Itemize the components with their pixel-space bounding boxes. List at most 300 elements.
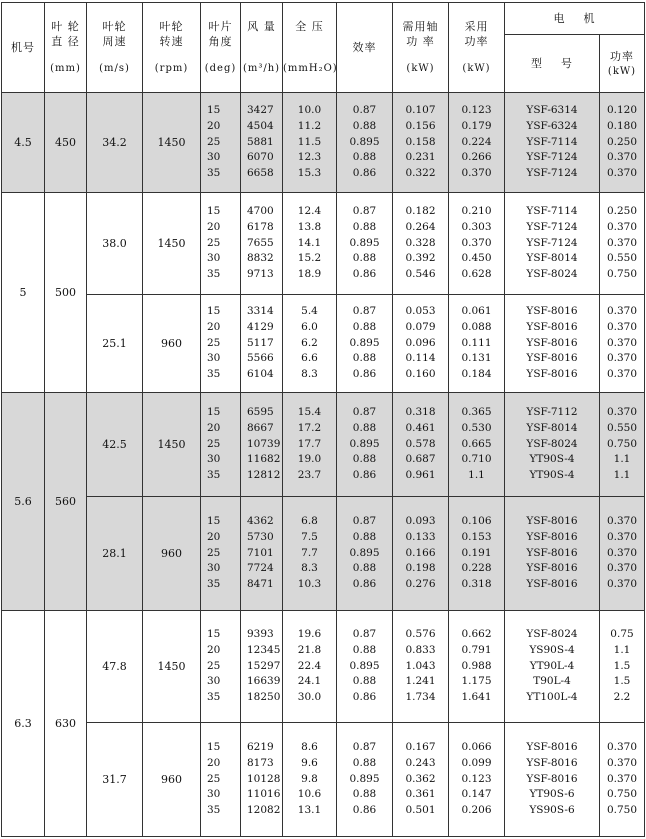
list-item: 12.4	[297, 205, 322, 217]
list-item: 0.264	[405, 220, 436, 233]
motor-power-list	[600, 497, 645, 611]
header-impeller-diameter: 叶 轮 直 径 (mm)	[45, 3, 87, 93]
list-item: 4504	[247, 119, 274, 132]
list-item: 0.88	[352, 453, 377, 466]
list-item: 0.895	[349, 236, 380, 249]
list-item: 7.7	[301, 546, 318, 559]
header-airflow: 风 量 (m³/h)	[241, 3, 283, 93]
list-item: 15	[207, 305, 221, 317]
list-item: 0.750	[606, 268, 638, 281]
list-item: YT90S-6	[529, 788, 575, 801]
list-item: 3314	[247, 305, 274, 317]
list-item: 0.061	[461, 305, 492, 317]
list-item: 8.6	[301, 741, 318, 753]
list-item: 1.641	[461, 691, 492, 704]
list-item: 15	[207, 741, 221, 753]
list-item: 15	[207, 515, 221, 527]
list-item: 0.550	[606, 421, 638, 434]
list-item: 0.370	[606, 562, 638, 575]
list-item: YSF-8016	[526, 741, 578, 753]
list-item: 9713	[247, 268, 274, 281]
list-item: YSF-8024	[526, 268, 578, 281]
list-item: 0.266	[461, 151, 492, 164]
list-item: 35	[207, 368, 221, 381]
list-item: 15.3	[297, 167, 322, 180]
list-item: YSF-8016	[526, 756, 578, 769]
list-item: 0.86	[352, 691, 377, 704]
list-item: 6.8	[301, 515, 318, 527]
list-item: 20	[207, 119, 221, 132]
list-item: 0.123	[461, 772, 492, 785]
list-item: 19.0	[297, 453, 322, 466]
list-item: 0.87	[352, 741, 377, 753]
list-item: 0.88	[352, 252, 377, 265]
list-item: 25	[207, 772, 221, 785]
list-item: YSF-8024	[526, 437, 578, 450]
list-item: 0.133	[405, 530, 436, 543]
list-item: 0.123	[461, 104, 492, 116]
table-body	[2, 93, 645, 837]
list-item: 21.8	[297, 643, 322, 656]
list-item: 12345	[247, 643, 281, 656]
list-item: 15297	[247, 659, 281, 672]
list-item: 6595	[247, 406, 274, 418]
list-item: 35	[207, 578, 221, 591]
list-item: 20	[207, 421, 221, 434]
list-item: 0.88	[352, 530, 377, 543]
list-item: 8832	[247, 252, 274, 265]
list-item: 0.961	[405, 469, 436, 482]
used-power-list	[449, 295, 505, 393]
list-item: 0.120	[606, 104, 638, 116]
list-item: 0.131	[461, 352, 492, 365]
list-item: 1.1	[613, 469, 631, 482]
efficiency-list	[337, 193, 393, 295]
list-item: 13.1	[297, 804, 322, 817]
list-item: 30	[207, 562, 221, 575]
blade-angle-list	[201, 393, 241, 497]
list-item: YSF-7114	[526, 135, 578, 148]
list-item: 0.461	[405, 421, 436, 434]
airflow-list	[241, 497, 283, 611]
list-item: 1.5	[613, 659, 631, 672]
list-item: 0.87	[352, 205, 377, 217]
list-item: 0.750	[606, 437, 638, 450]
list-item: YSF-8016	[526, 320, 578, 333]
list-item: YSF-8016	[526, 530, 578, 543]
list-item: 0.88	[352, 675, 377, 688]
list-item: 25	[207, 659, 221, 672]
list-item: YT100L-4	[526, 691, 578, 704]
impeller-diameter-cell: 450	[45, 93, 87, 193]
list-item: 0.370	[461, 167, 492, 180]
airflow-list	[241, 193, 283, 295]
list-item: 0.88	[352, 788, 377, 801]
list-item: 6178	[247, 220, 274, 233]
tip-speed-cell: 31.7	[87, 723, 143, 837]
list-item: 15.4	[297, 406, 322, 418]
list-item: 1.1	[613, 453, 631, 466]
list-item: 0.088	[461, 320, 492, 333]
airflow-list	[241, 611, 283, 723]
list-item: YSF-6314	[526, 104, 578, 116]
list-item: 0.053	[405, 305, 436, 317]
motor-power-list	[600, 93, 645, 193]
list-item: 0.370	[606, 578, 638, 591]
list-item: 35	[207, 268, 221, 281]
list-item: 0.501	[405, 804, 436, 817]
header-motor-model: 型 号	[505, 35, 600, 93]
list-item: 15	[207, 406, 221, 418]
header-rotation-speed: 叶轮 转速 (rpm)	[143, 3, 201, 93]
motor-power-list	[600, 295, 645, 393]
blade-angle-list	[201, 93, 241, 193]
list-item: 0.099	[461, 756, 492, 769]
list-item: YSF-8016	[526, 772, 578, 785]
list-item: 0.546	[405, 268, 436, 281]
list-item: 15.2	[297, 252, 322, 265]
blade-angle-list	[201, 497, 241, 611]
blade-angle-list	[201, 611, 241, 723]
list-item: 0.86	[352, 167, 377, 180]
motor-model-list	[505, 193, 600, 295]
list-item: 35	[207, 469, 221, 482]
list-item: 11682	[247, 453, 281, 466]
list-item: YSF-8014	[526, 252, 578, 265]
list-item: 6219	[247, 741, 274, 753]
list-item: 20	[207, 643, 221, 656]
list-item: 0.628	[461, 268, 492, 281]
header-total-pressure: 全 压 (mmH₂O)	[283, 3, 337, 93]
list-item: YSF-6324	[526, 119, 578, 132]
list-item: 18.9	[297, 268, 322, 281]
motor-power-list	[600, 723, 645, 837]
efficiency-list	[337, 93, 393, 193]
list-item: 10.0	[297, 104, 322, 116]
list-item: 0.206	[461, 804, 492, 817]
table-row	[2, 611, 645, 723]
list-item: 0.210	[461, 205, 492, 217]
list-item: 0.243	[405, 756, 436, 769]
header-tip-speed: 叶轮 周速 (m/s)	[87, 3, 143, 93]
list-item: 0.88	[352, 643, 377, 656]
table-row	[2, 723, 645, 837]
list-item: 0.318	[461, 578, 492, 591]
motor-power-list	[600, 193, 645, 295]
list-item: 0.87	[352, 628, 377, 640]
used-power-list	[449, 393, 505, 497]
list-item: 0.066	[461, 741, 492, 753]
list-item: 12.3	[297, 151, 322, 164]
list-item: 0.276	[405, 578, 436, 591]
list-item: 0.710	[461, 453, 492, 466]
list-item: 1.734	[405, 691, 436, 704]
list-item: YSF-7124	[526, 236, 578, 249]
shaft-power-list	[393, 393, 449, 497]
list-item: 8.3	[301, 562, 318, 575]
used-power-list	[449, 723, 505, 837]
list-item: 6.6	[301, 352, 318, 365]
list-item: 8.3	[301, 368, 318, 381]
list-item: 0.86	[352, 469, 377, 482]
list-item: YSF-7124	[526, 151, 578, 164]
list-item: 9.6	[301, 756, 318, 769]
table-row	[2, 193, 645, 295]
tip-speed-cell: 42.5	[87, 393, 143, 497]
list-item: 0.662	[461, 628, 492, 640]
list-item: 5881	[247, 135, 274, 148]
list-item: 15	[207, 205, 221, 217]
rotation-speed-cell: 960	[143, 295, 201, 393]
list-item: 0.576	[405, 628, 436, 640]
list-item: 0.370	[606, 546, 638, 559]
list-item: 1.1	[613, 643, 631, 656]
list-item: 0.370	[606, 151, 638, 164]
list-item: 0.665	[461, 437, 492, 450]
list-item: 0.687	[405, 453, 436, 466]
list-item: 6070	[247, 151, 274, 164]
list-item: 0.370	[606, 406, 638, 418]
list-item: 5730	[247, 530, 274, 543]
list-item: 30	[207, 788, 221, 801]
list-item: 0.791	[461, 643, 492, 656]
shaft-power-list	[393, 611, 449, 723]
list-item: YS90S-6	[529, 804, 575, 817]
motor-model-list	[505, 93, 600, 193]
efficiency-list	[337, 723, 393, 837]
list-item: 0.392	[405, 252, 436, 265]
tip-speed-cell: 34.2	[87, 93, 143, 193]
list-item: 12812	[247, 469, 281, 482]
list-item: 20	[207, 220, 221, 233]
list-item: 0.370	[606, 305, 638, 317]
list-item: 9393	[247, 628, 274, 640]
list-item: 22.4	[297, 659, 322, 672]
rotation-speed-cell: 1450	[143, 93, 201, 193]
list-item: 24.1	[297, 675, 322, 688]
machine-no-cell: 6.3	[2, 611, 45, 837]
list-item: 0.86	[352, 804, 377, 817]
list-item: YSF-7112	[526, 406, 578, 418]
shaft-power-list	[393, 193, 449, 295]
list-item: YT90L-4	[529, 659, 575, 672]
list-item: 0.86	[352, 368, 377, 381]
list-item: 0.370	[606, 741, 638, 753]
list-item: 0.093	[405, 515, 436, 527]
list-item: 0.833	[405, 643, 436, 656]
list-item: 8173	[247, 756, 274, 769]
blade-angle-list	[201, 193, 241, 295]
airflow-list	[241, 723, 283, 837]
list-item: YSF-8016	[526, 546, 578, 559]
efficiency-list	[337, 295, 393, 393]
list-item: 15	[207, 628, 221, 640]
list-item: 0.370	[606, 352, 638, 365]
list-item: 0.114	[405, 352, 436, 365]
header-blade-angle: 叶片 角度 (deg)	[201, 3, 241, 93]
list-item: 0.156	[405, 119, 436, 132]
list-item: 20	[207, 320, 221, 333]
list-item: 25	[207, 546, 221, 559]
list-item: 0.370	[606, 320, 638, 333]
motor-model-list	[505, 611, 600, 723]
list-item: 6658	[247, 167, 274, 180]
header-machine-no: 机号	[2, 3, 45, 93]
list-item: 9.8	[301, 772, 318, 785]
list-item: YS90S-4	[529, 643, 575, 656]
list-item: YSF-7114	[526, 205, 578, 217]
tip-speed-cell: 38.0	[87, 193, 143, 295]
list-item: 6.2	[301, 336, 318, 349]
list-item: 0.079	[405, 320, 436, 333]
list-item: 7724	[247, 562, 274, 575]
motor-model-list	[505, 723, 600, 837]
list-item: 20	[207, 756, 221, 769]
list-item: 0.153	[461, 530, 492, 543]
list-item: 0.250	[606, 135, 638, 148]
list-item: YSF-8016	[526, 562, 578, 575]
motor-model-list	[505, 393, 600, 497]
efficiency-list	[337, 611, 393, 723]
list-item: 12082	[247, 804, 281, 817]
list-item: 0.370	[606, 167, 638, 180]
motor-model-list	[505, 497, 600, 611]
motor-power-list	[600, 611, 645, 723]
list-item: 23.7	[297, 469, 322, 482]
used-power-list	[449, 193, 505, 295]
list-item: 0.750	[606, 788, 638, 801]
list-item: 0.895	[349, 336, 380, 349]
list-item: 0.895	[349, 135, 380, 148]
list-item: 1.5	[613, 675, 631, 688]
list-item: 0.750	[606, 804, 638, 817]
list-item: 16639	[247, 675, 281, 688]
motor-power-list	[600, 393, 645, 497]
list-item: 0.166	[405, 546, 436, 559]
list-item: 0.578	[405, 437, 436, 450]
impeller-diameter-cell: 500	[45, 193, 87, 393]
list-item: 1.043	[405, 659, 436, 672]
list-item: 0.362	[405, 772, 436, 785]
table-row	[2, 393, 645, 497]
list-item: 0.88	[352, 119, 377, 132]
list-item: 8667	[247, 421, 274, 434]
list-item: 0.365	[461, 406, 492, 418]
list-item: 8471	[247, 578, 274, 591]
list-item: 0.158	[405, 135, 436, 148]
list-item: 10128	[247, 772, 281, 785]
list-item: 25	[207, 437, 221, 450]
impeller-diameter-cell: 630	[45, 611, 87, 837]
list-item: 0.096	[405, 336, 436, 349]
list-item: 14.1	[297, 236, 322, 249]
list-item: 0.370	[606, 236, 638, 249]
shaft-power-list	[393, 723, 449, 837]
fan-performance-table	[1, 2, 645, 837]
list-item: 18250	[247, 691, 281, 704]
list-item: 0.179	[461, 119, 492, 132]
list-item: YSF-7124	[526, 220, 578, 233]
list-item: 0.895	[349, 772, 380, 785]
list-item: 25	[207, 135, 221, 148]
list-item: 0.370	[461, 236, 492, 249]
pressure-list	[283, 295, 337, 393]
tip-speed-cell: 28.1	[87, 497, 143, 611]
list-item: 17.7	[297, 437, 322, 450]
header-used-power: 采用 功率 (kW)	[449, 3, 505, 93]
list-item: 6104	[247, 368, 274, 381]
list-item: YT90S-4	[529, 453, 575, 466]
list-item: 35	[207, 691, 221, 704]
shaft-power-list	[393, 93, 449, 193]
list-item: 4700	[247, 205, 274, 217]
list-item: 17.2	[297, 421, 322, 434]
machine-no-cell: 5.6	[2, 393, 45, 611]
list-item: YSF-8016	[526, 336, 578, 349]
list-item: 5117	[247, 336, 274, 349]
blade-angle-list	[201, 295, 241, 393]
list-item: 0.88	[352, 220, 377, 233]
list-item: YSF-8016	[526, 515, 578, 527]
list-item: 0.107	[405, 104, 436, 116]
list-item: 0.318	[405, 406, 436, 418]
list-item: 0.370	[606, 220, 638, 233]
list-item: 0.328	[405, 236, 436, 249]
list-item: 0.370	[606, 368, 638, 381]
machine-no-cell: 4.5	[2, 93, 45, 193]
list-item: 0.88	[352, 421, 377, 434]
table-header	[2, 3, 645, 93]
list-item: 0.988	[461, 659, 492, 672]
tip-speed-cell: 47.8	[87, 611, 143, 723]
machine-no-cell: 5	[2, 193, 45, 393]
list-item: 10.3	[297, 578, 322, 591]
list-item: 30	[207, 352, 221, 365]
list-item: 0.88	[352, 151, 377, 164]
list-item: YT90S-4	[529, 469, 575, 482]
rotation-speed-cell: 1450	[143, 611, 201, 723]
list-item: 0.191	[461, 546, 492, 559]
list-item: 35	[207, 167, 221, 180]
list-item: 0.87	[352, 515, 377, 527]
efficiency-list	[337, 497, 393, 611]
header-motor: 电 机	[505, 3, 645, 35]
shaft-power-list	[393, 497, 449, 611]
list-item: 0.184	[461, 368, 492, 381]
list-item: 0.370	[606, 336, 638, 349]
list-item: 0.322	[405, 167, 436, 180]
list-item: 0.180	[606, 119, 638, 132]
list-item: 0.895	[349, 659, 380, 672]
motor-model-list	[505, 295, 600, 393]
list-item: 19.6	[297, 628, 322, 640]
list-item: 1.241	[405, 675, 436, 688]
pressure-list	[283, 193, 337, 295]
blade-angle-list	[201, 723, 241, 837]
shaft-power-list	[393, 295, 449, 393]
list-item: YSF-8024	[526, 628, 578, 640]
list-item: 1.175	[461, 675, 492, 688]
list-item: 7101	[247, 546, 274, 559]
list-item: 4362	[247, 515, 274, 527]
list-item: 11.2	[297, 119, 322, 132]
list-item: YSF-8016	[526, 368, 578, 381]
table-row	[2, 93, 645, 193]
list-item: 1.1	[468, 469, 485, 482]
list-item: 11016	[247, 788, 281, 801]
table-row	[2, 295, 645, 393]
rotation-speed-cell: 960	[143, 723, 201, 837]
